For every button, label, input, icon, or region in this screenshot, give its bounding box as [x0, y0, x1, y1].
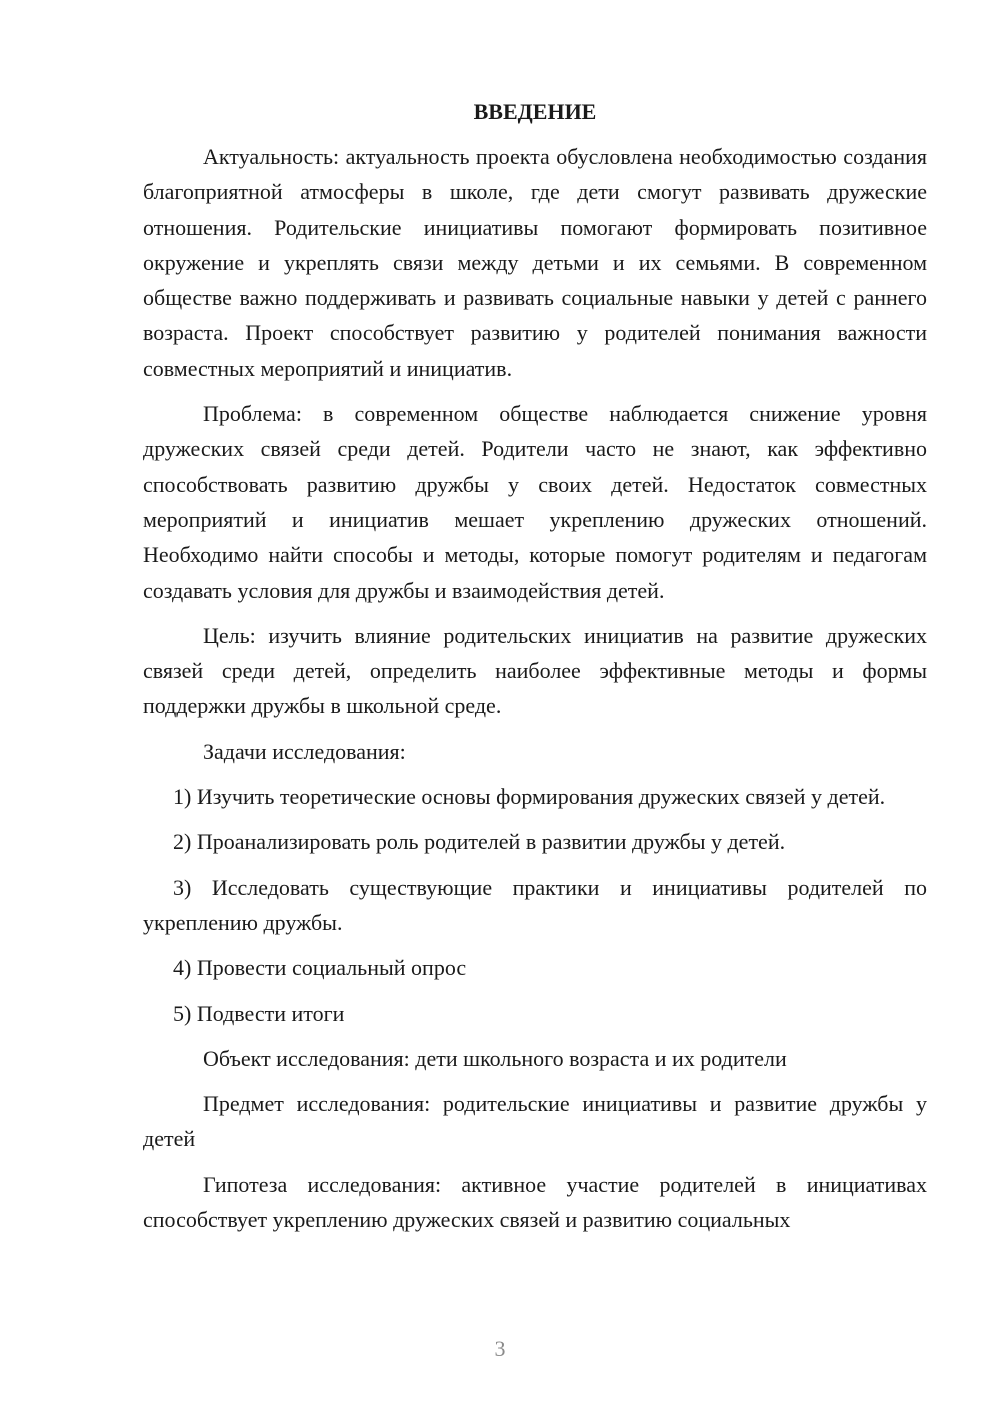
tasks-heading: Задачи исследования:: [203, 738, 406, 764]
task-item-4: 4) Провести социальный опрос: [173, 955, 467, 981]
goal-paragraph: Цель: изучить влияние родительских инициатив на развитие дружеских связей среди детей, определить наиболее эффективные методы и формы поддержки дружбы в школьной среде.: [143, 622, 927, 719]
task-item-2: 2) Проанализировать роль родителей в развитии дружбы у детей.: [173, 829, 786, 855]
task-item-5: 5) Подвести итоги: [173, 1000, 345, 1026]
relevance-paragraph: Актуальность: актуальность проекта обусловлена необходимостью создания благоприятной атмосферы в школе, где дети смогут развивать дружеские отношения. Родительские инициативы помогают формировать позитивное окружение и укреплять связи между детьми и их семьями. В современном обществе важно поддерживать и развивать социальные навыки у детей с раннего возраста. Проект способствует развитию у родителей понимания важности совместных мероприятий и инициатив.: [143, 144, 927, 381]
page-content: [143, 94, 927, 1247]
problem-paragraph: Проблема: в современном обществе наблюдается снижение уровня дружеских связей среди детей. Родители часто не знают, как эффективно способствовать развитию дружбы у своих детей. Недостаток совместных мероприятий и инициатив мешает укреплению дружеских отношений. Необходимо найти способы и методы, которые помогут родителям и педагогам создавать условия для дружбы и взаимодействия детей.: [143, 401, 927, 603]
subject-paragraph: Предмет исследования: родительские инициативы и развитие дружбы у детей: [143, 1091, 927, 1152]
object-paragraph: Объект исследования: дети школьного возраста и их родители: [203, 1045, 787, 1071]
task-item-3: 3) Исследовать существующие практики и инициативы родителей по укреплению дружбы.: [143, 874, 927, 935]
page-number: 3: [494, 1336, 506, 1361]
hypothesis-paragraph: Гипотеза исследования: активное участие родителей в инициативах способствует укреплению дружеских связей и развитию социальных: [143, 1171, 927, 1233]
task-item-1: 1) Изучить теоретические основы формирования дружеских связей у детей.: [173, 784, 886, 810]
page-title: ВВЕДЕНИЕ: [473, 99, 597, 124]
